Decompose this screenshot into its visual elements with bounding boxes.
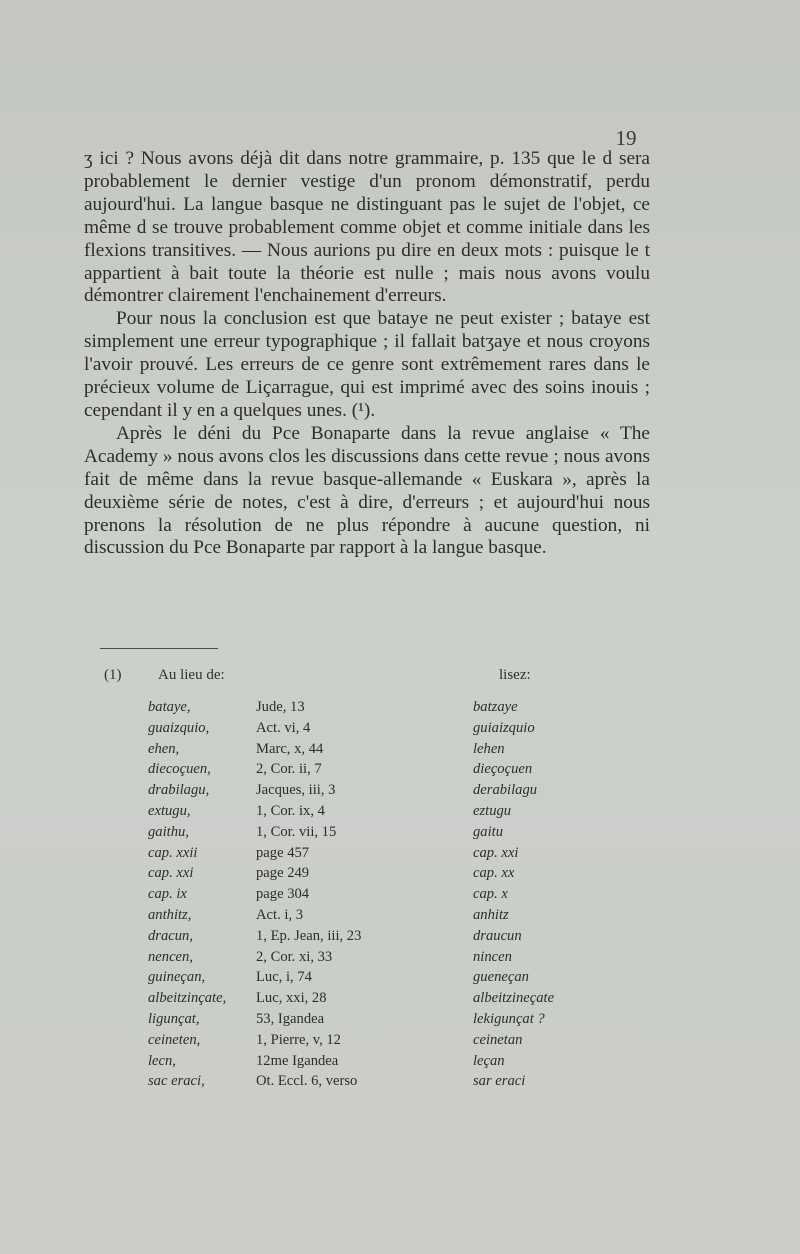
- errata-wrong-form: guineçan,: [148, 969, 206, 986]
- errata-row: [0, 824, 800, 845]
- errata-reference: Luc, i, 74: [256, 969, 312, 986]
- errata-wrong-form: dracun,: [148, 927, 193, 944]
- body-text: [84, 148, 650, 560]
- errata-row: [0, 990, 800, 1011]
- errata-reference: page 304: [256, 886, 310, 903]
- errata-table: [0, 699, 800, 1094]
- paragraph-1: ʒ ici ? Nous avons déjà dit dans notre grammaire, p. 135 que le d sera probablement le dernier vestige d'un pronom démonstratif, perdu aujourd'hui. La langue basque ne distinguant pas le sujet de l'objet, ce même d se trouve probablement comme objet et comme initiale dans les flexions transitives. — Nous aurions pu dire en deux mots : puisque le t appartient à bait toute la théorie est nulle ; mais nous avons voulu démontrer clairement l'enchainement d'erreurs.: [84, 148, 650, 307]
- footnote-heading-right: lisez:: [499, 667, 531, 683]
- errata-wrong-form: cap. xxi: [148, 865, 194, 882]
- errata-row: [0, 741, 800, 762]
- errata-correct-form: derabilagu: [473, 782, 538, 799]
- errata-reference: 53, Igandea: [256, 1010, 325, 1027]
- footnote-heading-left: Au lieu de:: [158, 667, 225, 683]
- errata-row: [0, 1011, 800, 1032]
- errata-reference: 1, Pierre, v, 12: [256, 1031, 341, 1048]
- errata-correct-form: batzaye: [473, 699, 518, 715]
- errata-correct-form: ceinetan: [473, 1031, 523, 1048]
- errata-correct-form: gueneçan: [473, 969, 529, 986]
- errata-correct-form: gaitu: [473, 823, 503, 840]
- errata-row: [0, 720, 800, 741]
- errata-correct-form: guiaizquio: [473, 719, 535, 736]
- paragraph-2: Pour nous la conclusion est que bataye ne peut exister ; bataye est simplement une erreur typographique ; il fallait batʒaye et nous croyons l'avoir prouvé. Les erreurs de ce genre sont extrêmement rares dans le précieux volume de Liçarrague, qui est imprimé avec des soins inouis ; cependant il y en a quelques unes. (¹).: [84, 308, 650, 421]
- errata-correct-form: draucun: [473, 927, 522, 944]
- errata-correct-form: dieçoçuen: [473, 761, 533, 778]
- errata-row: [0, 928, 800, 949]
- errata-row: [0, 949, 800, 970]
- errata-row: [0, 699, 800, 720]
- footnote-separator: [100, 648, 218, 649]
- errata-correct-form: albeitzineçate: [473, 990, 555, 1007]
- errata-wrong-form: cap. ix: [148, 886, 187, 903]
- errata-reference: Ot. Eccl. 6, verso: [256, 1073, 358, 1090]
- errata-wrong-form: albeitzinçate,: [148, 990, 227, 1007]
- errata-correct-form: cap. x: [473, 886, 508, 903]
- errata-correct-form: cap. xxi: [473, 844, 519, 861]
- page-number: 19: [615, 126, 637, 150]
- errata-row: [0, 1073, 800, 1094]
- errata-wrong-form: cap. xxii: [148, 844, 198, 861]
- errata-row: [0, 907, 800, 928]
- errata-correct-form: anhitz: [473, 906, 509, 923]
- errata-correct-form: eztugu: [473, 802, 512, 819]
- errata-wrong-form: diecoçuen,: [148, 761, 211, 778]
- errata-reference: 12me Igandea: [256, 1052, 339, 1069]
- errata-row: [0, 969, 800, 990]
- errata-reference: 2, Cor. ii, 7: [256, 761, 322, 778]
- errata-reference: Marc, x, 44: [256, 740, 324, 757]
- errata-wrong-form: ligunçat,: [148, 1010, 200, 1027]
- paragraph-3: Après le déni du Pce Bonaparte dans la revue anglaise « The Academy » nous avons clos les discussions dans cette revue ; nous avons fait de même dans la revue basque-allemande « Euskara », après la deuxième série de notes, c'est à dire, d'erreurs ; et aujourd'hui nous prenons la résolution de ne plus répondre à aucune question, ni discussion du Pce Bonaparte par rapport à la langue basque.: [84, 422, 650, 559]
- errata-reference: page 457: [256, 844, 310, 861]
- errata-wrong-form: sac eraci,: [148, 1073, 205, 1090]
- errata-row: [0, 886, 800, 907]
- errata-wrong-form: bataye,: [148, 699, 191, 715]
- footnote-marker: (1): [104, 667, 122, 683]
- errata-reference: 2, Cor. xi, 33: [256, 948, 333, 965]
- errata-wrong-form: ceineten,: [148, 1031, 201, 1048]
- errata-reference: 1, Cor. vii, 15: [256, 823, 337, 840]
- errata-row: [0, 1032, 800, 1053]
- errata-row: [0, 782, 800, 803]
- errata-reference: 1, Cor. ix, 4: [256, 802, 325, 819]
- errata-correct-form: leçan: [473, 1052, 505, 1069]
- errata-wrong-form: gaithu,: [148, 823, 189, 840]
- errata-correct-form: lekigunçat ?: [473, 1010, 545, 1027]
- errata-row: [0, 803, 800, 824]
- errata-wrong-form: drabilagu,: [148, 782, 210, 799]
- errata-row: [0, 761, 800, 782]
- errata-reference: page 249: [256, 865, 310, 882]
- errata-row: [0, 1053, 800, 1074]
- errata-wrong-form: guaizquio,: [148, 719, 210, 736]
- errata-reference: 1, Ep. Jean, iii, 23: [256, 927, 362, 944]
- errata-reference: Jacques, iii, 3: [256, 782, 336, 799]
- errata-correct-form: lehen: [473, 740, 505, 757]
- errata-wrong-form: extugu,: [148, 802, 191, 819]
- errata-row: [0, 845, 800, 866]
- errata-wrong-form: lecn,: [148, 1052, 176, 1069]
- errata-correct-form: nincen: [473, 948, 512, 965]
- errata-wrong-form: nencen,: [148, 948, 193, 965]
- errata-reference: Act. i, 3: [256, 906, 304, 923]
- errata-reference: Jude, 13: [256, 699, 305, 715]
- errata-wrong-form: ehen,: [148, 740, 180, 757]
- errata-row: [0, 865, 800, 886]
- errata-reference: Act. vi, 4: [256, 719, 311, 736]
- errata-correct-form: cap. xx: [473, 865, 515, 882]
- errata-correct-form: sar eraci: [473, 1073, 526, 1090]
- errata-reference: Luc, xxi, 28: [256, 990, 327, 1007]
- errata-wrong-form: anthitz,: [148, 906, 192, 923]
